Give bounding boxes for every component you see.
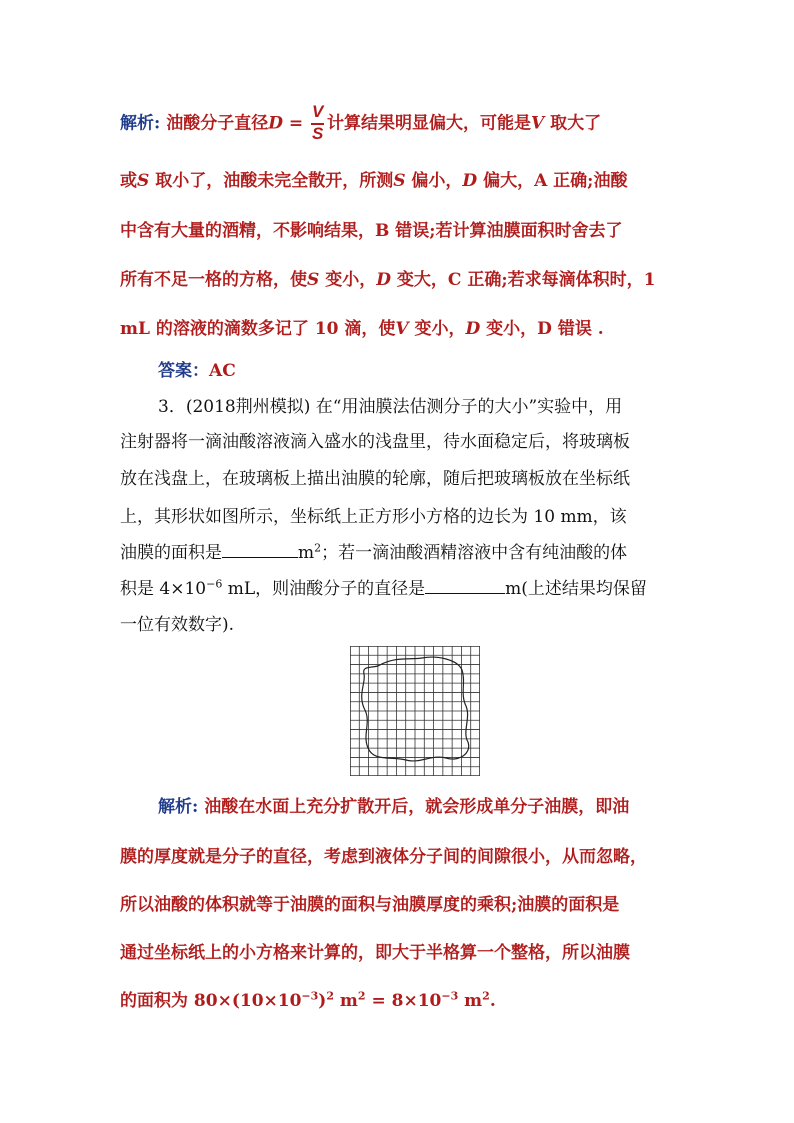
answer-value: AC [209, 361, 236, 381]
answer-line [158, 356, 236, 381]
oil-film-grid-figure [350, 646, 480, 776]
question3-line7: 一位有效数字). [120, 615, 235, 635]
analysis1-line2: 或S 取小了，油酸未完全散开，所测S 偏小，D 偏大，A 正确;油酸 [120, 171, 628, 191]
answer-blank-area [222, 543, 298, 558]
analysis1-line5: mL 的溶液的滴数多记了 10 滴，使V 变小，D 变小，D 错误 . [120, 319, 604, 339]
question3-line3: 放在浅盘上，在玻璃板上描出油膜的轮廓，随后把玻璃板放在坐标纸 [120, 469, 630, 489]
analysis1-line3: 中含有大量的酒精，不影响结果，B 错误;若计算油膜面积时舍去了 [120, 221, 623, 241]
analysis-label: 解析 [120, 113, 154, 134]
question3-line4: 上，其形状如图所示，坐标纸上正方形小方格的边长为 10 mm，该 [120, 507, 627, 527]
fraction-v-over-s: $\frac{V}{S}$ [312, 102, 324, 143]
analysis1-line4: 所有不足一格的方格，使S 变小，D 变大，C 正确;若求每滴体积时，1 [120, 270, 656, 290]
analysis2-line2: 膜的厚度就是分子的直径，考虑到液体分子间的间隙很小，从而忽略， [120, 847, 647, 867]
question3-line5: 油膜的面积是 $m^2$；若一滴油酸酒精溶液中含有纯油酸的体 [120, 541, 628, 563]
analysis2-line5: 的面积为 $80\times(10\times 10^{-3})^2$ $m^2 = 8\times 10^{-3}$ $m^2$. [120, 989, 496, 1011]
question3-line1: 3．(2018荆州模拟) 在“用油膜法估测分子的大小”实验中，用 [158, 397, 623, 417]
analysis2-line4: 通过坐标纸上的小方格来计算的，即大于半格算一个整格，所以油膜 [120, 943, 630, 963]
analysis2-line3: 所以油酸的体积就等于油膜的面积与油膜厚度的乘积;油膜的面积是 [120, 895, 620, 915]
question3-line2: 注射器将一滴油酸溶液滴入盛水的浅盘里，待水面稳定后，将玻璃板 [120, 432, 630, 452]
analysis1-line1: 解析: 油酸分子直径D = $\frac{V}{S}$ 计算结果明显偏大，可能是V 取大了 [120, 102, 602, 143]
question3-line6: 积是 $4\times 10^{-6}$ mL，则油酸分子的直径是 m(上述结果均保留 [120, 577, 647, 599]
answer-blank-diameter [425, 579, 505, 594]
analysis2-line1: 解析: 油酸在水面上充分扩散开后，就会形成单分子油膜，即油 [158, 797, 630, 817]
answer-label: 答案： [158, 361, 209, 381]
analysis-label-2: 解析 [158, 797, 192, 817]
coordinate-grid [350, 646, 480, 776]
